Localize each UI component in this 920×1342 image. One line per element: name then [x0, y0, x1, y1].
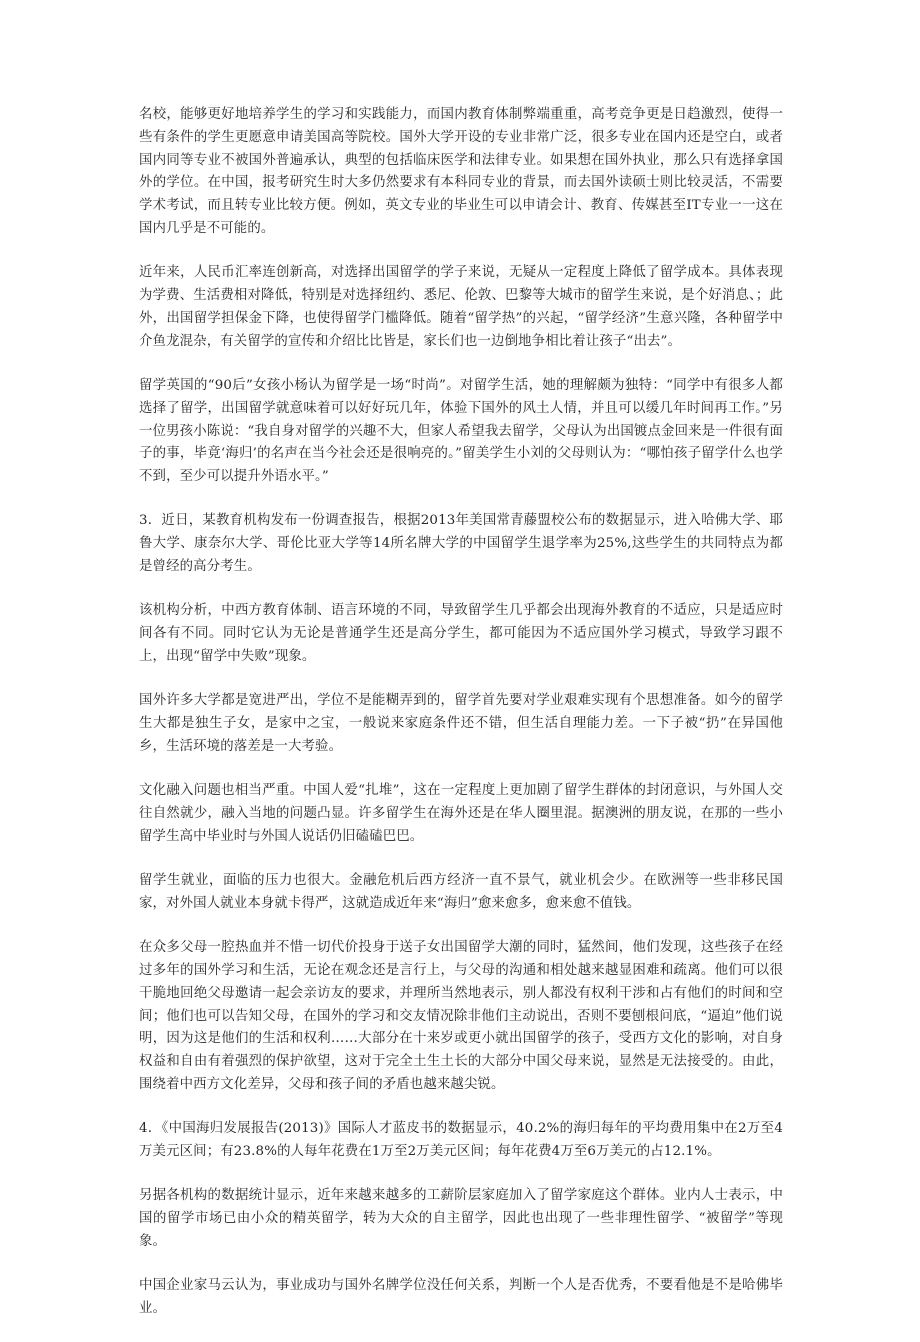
paragraph-3: 留学英国的“90后”女孩小杨认为留学是一场“时尚”。对留学生活，她的理解颇为独特：“同学中有很多人都选择了留学，出国留学就意味着可以好好玩几年，体验下国外的风土人情，并且可以缓几年时间再工作。”另一位男孩小陈说：“我自身对留学的兴趣不大，但家人希望我去留学，父母认为出国镀点金回来是一件很有面子的事，毕竟‘海归’的名声在当今社会还是很响亮的。”留美学生小刘的父母则认为：“哪怕孩子留学什么也学不到，至少可以提升外语水平。”	[139, 377, 783, 485]
paragraph-10: 4．《中国海归发展报告(2013)》国际人才蓝皮书的数据显示，40.2%的海归每年的平均费用集中在2万至4万美元区间；有23.8%的人每年花费在1万至2万美元区间；每年花费4万至6万美元的占12.1%。	[139, 1121, 783, 1159]
paragraph-1: 名校，能够更好地培养学生的学习和实践能力，而国内教育体制弊端重重，高考竞争更是日趋激烈，使得一些有条件的学生更愿意申请美国高等院校。国外大学开设的专业非常广泛，很多专业在国内还是空白，或者国内同等专业不被国外普遍承认，典型的包括临床医学和法律专业。如果想在国外执业，那么只有选择拿国外的学位。在中国，报考研究生时大多仍然要求有本科同专业的背景，而去国外读硕士则比较灵活，不需要学术考试，而且转专业比较方便。例如，英文专业的毕业生可以申请会计、教育、传媒甚至IT专业一一这在国内几乎是不可能的。	[139, 107, 783, 236]
paragraph-2: 近年来，人民币汇率连创新高，对选择出国留学的学子来说，无疑从一定程度上降低了留学成本。具体表现为学费、生活费相对降低，特别是对选择纽约、悉尼、伦敦、巴黎等大城市的留学生来说，是个好消息、；此外，出国留学担保金下降，也使得留学门槛降低。随着“留学热”的兴起，“留学经济”生意兴隆，各种留学中介鱼龙混杂，有关留学的宣传和介绍比比皆是，家长们也一边倒地争相比着让孩子“出去”。	[139, 265, 783, 349]
paragraph-4: 3．近日，某教育机构发布一份调查报告，根据2013年美国常青藤盟校公布的数据显示，进入哈佛大学、耶鲁大学、康奈尔大学、哥伦比亚大学等14所名牌大学的中国留学生退学率为25%,这些学生的共同特点为都是曾经的高分考生。	[139, 513, 783, 575]
document-body	[139, 104, 783, 1342]
paragraph-6: 国外许多大学都是宽进严出，学位不是能糊弄到的，留学首先要对学业艰难实现有个思想准备。如今的留学生大都是独生子女，是家中之宝，一般说来家庭条件还不错，但生活自理能力差。一下子被“扔”在异国他乡，生活环境的落差是一大考验。	[139, 693, 783, 754]
paragraph-11: 另据各机构的数据统计显示，近年来越来越多的工薪阶层家庭加入了留学家庭这个群体。业内人士表示，中国的留学市场已由小众的精英留学，转为大众的自主留学，因此也出现了一些非理性留学、“被留学”等现象。	[139, 1188, 783, 1249]
paragraph-12: 中国企业家马云认为，事业成功与国外名牌学位没任何关系，判断一个人是否优秀，不要看他是不是哈佛毕业。	[139, 1278, 783, 1316]
paragraph-5: 该机构分析，中西方教育体制、语言环境的不同，导致留学生几乎都会出现海外教育的不适应，只是适应时间各有不同。同时它认为无论是普通学生还是高分学生，都可能因为不适应国外学习模式，导致学习跟不上，出现“留学中失败”现象。	[139, 603, 783, 664]
paragraph-7: 文化融入问题也相当严重。中国人爱“扎堆”，这在一定程度上更加剧了留学生群体的封闭意识，与外国人交往自然就少，融入当地的问题凸显。许多留学生在海外还是在华人圈里混。据澳洲的朋友说，在那的一些小留学生高中毕业时与外国人说话仍旧磕磕巴巴。	[139, 783, 783, 844]
paragraph-8: 留学生就业，面临的压力也很大。金融危机后西方经济一直不景气，就业机会少。在欧洲等一些非移民国家，对外国人就业本身就卡得严，这就造成近年来“海归”愈来愈多，愈来愈不值钱。	[139, 873, 783, 911]
paragraph-9: 在众多父母一腔热血并不惜一切代价投身于送子女出国留学大潮的同时，猛然间，他们发现，这些孩子在经过多年的国外学习和生活，无论在观念还是言行上，与父母的沟通和相处越来越显困难和疏离。他们可以很干脆地回绝父母邀请一起会亲访友的要求，并理所当然地表示，别人都没有权利干涉和占有他们的时间和空间；他们也可以告知父母，在国外的学习和交友情况除非他们主动说出，否则不要刨根问底，“逼迫”他们说明，因为这是他们的生活和权利……大部分在十来岁或更小就出国留学的孩子，受西方文化的影响，对自身权益和自由有着强烈的保护欲望，这对于完全土生土长的大部分中国父母来说，显然是无法接受的。由此，围绕着中西方文化差异，父母和孩子间的矛盾也越来越尖锐。	[139, 940, 783, 1092]
